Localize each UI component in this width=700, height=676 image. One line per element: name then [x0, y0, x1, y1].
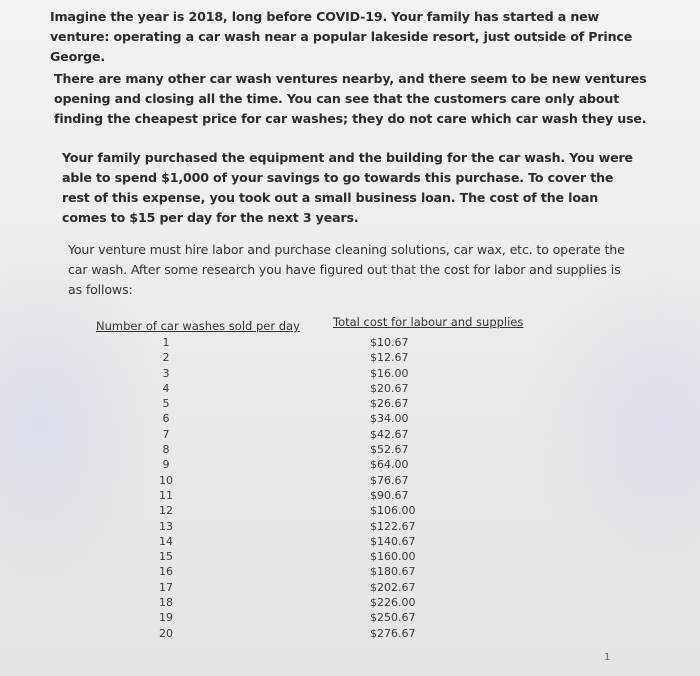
cell-car-washes: 6: [162, 412, 170, 426]
cell-car-washes: 12: [159, 504, 173, 518]
cell-total-cost: $52.67: [370, 443, 409, 457]
cell-car-washes: 19: [159, 611, 173, 625]
cell-car-washes: 9: [162, 458, 170, 472]
cell-total-cost: $140.67: [370, 534, 416, 548]
cell-total-cost: $250.67: [370, 611, 416, 625]
cell-car-washes: 14: [159, 534, 173, 548]
paragraph-costs: Your venture must hire labor and purchase cleaning solutions, car wax, etc. to operate the car wash. After some research you have figured out that the cost for labor and supplies is as follows:: [68, 242, 625, 297]
header-total-cost: Total cost for labour and supplies: [333, 315, 524, 329]
cell-total-cost: $16.00: [370, 366, 409, 380]
cell-total-cost: $10.67: [370, 336, 409, 349]
paragraph-competition: There are many other car wash ventures nearby, and there seem to be new ventures opening and closing all the time. You can see that the customers care only about finding the cheapest price for car washes; they do not care which car wash they use.: [54, 71, 647, 126]
column-total-cost: [370, 335, 430, 641]
paragraph-loan: Your family purchased the equipment and the building for the car wash. You were able to spend $1,000 of your savings to go towards this purchase. To cover the rest of this expense, you took out a small business loan. The cost of the loan comes to $15 per day for the next 3 years.: [62, 150, 633, 225]
cell-car-washes: 7: [162, 427, 170, 441]
cell-total-cost: $34.00: [370, 412, 409, 426]
cell-total-cost: $106.00: [370, 504, 416, 518]
cell-car-washes: 10: [159, 473, 173, 487]
cell-total-cost: $160.00: [370, 550, 416, 564]
cell-car-washes: 18: [159, 596, 173, 610]
cell-car-washes: 15: [159, 550, 173, 564]
cell-total-cost: $26.67: [370, 397, 409, 411]
cell-total-cost: $64.00: [370, 458, 409, 472]
cell-car-washes: 3: [162, 366, 170, 380]
cell-car-washes: 1: [162, 336, 170, 349]
cell-total-cost: $76.67: [370, 473, 409, 487]
cell-car-washes: 5: [162, 397, 170, 411]
paragraph-intro: Imagine the year is 2018, long before COVID-19. Your family has started a new venture: operating a car wash near a popular lakeside resort, just outside of Prince George.: [50, 9, 633, 64]
cell-total-cost: $122.67: [370, 519, 416, 533]
cell-car-washes: 17: [159, 580, 173, 594]
cell-car-washes: 16: [159, 565, 173, 579]
cell-total-cost: $276.67: [370, 626, 416, 640]
column-car-washes: [146, 335, 186, 641]
cell-car-washes: 8: [162, 443, 170, 457]
cell-total-cost: $12.67: [370, 351, 409, 365]
cell-car-washes: 11: [159, 488, 173, 502]
cell-car-washes: 20: [159, 626, 173, 640]
cell-car-washes: 13: [159, 519, 173, 533]
cell-total-cost: $202.67: [370, 580, 416, 594]
header-car-washes: Number of car washes sold per day: [96, 319, 300, 333]
cell-car-washes: 2: [162, 351, 170, 365]
cell-car-washes: 4: [162, 381, 170, 395]
cell-total-cost: $20.67: [370, 381, 409, 395]
page-number: 1: [604, 652, 611, 663]
cell-total-cost: $180.67: [370, 565, 416, 579]
cell-total-cost: $226.00: [370, 596, 416, 610]
cell-total-cost: $42.67: [370, 427, 409, 441]
cell-total-cost: $90.67: [370, 488, 409, 502]
